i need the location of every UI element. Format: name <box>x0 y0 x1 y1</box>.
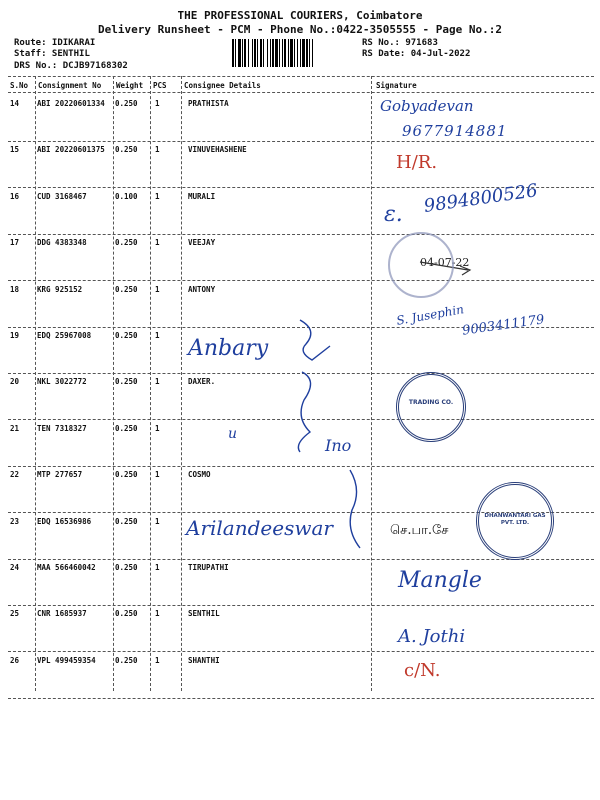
cell-weight: 0.250 <box>115 99 138 108</box>
cell-pcs: 1 <box>155 145 160 155</box>
cell-pcs: 1 <box>155 563 160 572</box>
cell-consignee: VINUVEHASHENE <box>188 145 247 155</box>
cell-consignment: NKL 3022772 <box>37 377 87 387</box>
handwritten-consignee-row-23: Arilandeeswar <box>186 516 333 540</box>
cell-sno: 21 <box>10 423 20 433</box>
document-title: THE PROFESSIONAL COURIERS, Coimbatore <box>177 9 423 22</box>
cell-consignee: SHANTHI <box>188 655 220 665</box>
handwritten-consignee-row-19: Anbary <box>188 336 269 361</box>
cell-consignment: DDG 4383348 <box>37 238 87 248</box>
cell-consignee: ANTONY <box>188 284 216 294</box>
cell-sno: 16 <box>10 191 20 201</box>
cell-consignment: ABI 20220601375 <box>37 145 105 155</box>
cell-pcs: 1 <box>155 609 160 619</box>
stamp-row-20 <box>396 372 466 442</box>
cell-weight: 0.100 <box>115 191 138 201</box>
cell-pcs: 1 <box>155 470 160 480</box>
cell-weight: 0.250 <box>115 423 138 433</box>
cell-sno: 25 <box>10 609 20 619</box>
cell-sno: 20 <box>10 377 20 387</box>
col-header-consignment: Consignment No <box>38 81 102 90</box>
cell-consignment: MAA 566460042 <box>37 563 96 572</box>
signature-row-15: H/R. <box>396 152 438 173</box>
cell-consignee: TIRUPATHI <box>188 563 229 572</box>
signature-row-14-phone: 9677914881 <box>402 122 508 140</box>
handwritten-mark-row-21: u <box>228 426 238 442</box>
cell-sno: 19 <box>10 331 20 340</box>
cell-sno: 15 <box>10 145 20 155</box>
cell-pcs: 1 <box>155 516 160 526</box>
col-header-sno: S.No <box>10 81 29 90</box>
cell-sno: 26 <box>10 655 20 665</box>
cell-consignment: ABI 20220601334 <box>37 99 105 108</box>
col-header-weight: Weight <box>116 81 144 90</box>
cell-weight: 0.250 <box>115 238 138 248</box>
cell-consignee: MURALI <box>188 191 216 201</box>
bracket-stroke <box>300 320 330 360</box>
stamp-row-23-text: DHANWANTARI GAS PVT. LTD. <box>484 513 546 526</box>
rs-number: RS No.: 971683 <box>362 38 438 48</box>
cell-weight: 0.250 <box>115 516 138 526</box>
cell-consignment: CUD 3168467 <box>37 191 87 201</box>
cell-consignee: COSMO <box>188 470 211 480</box>
cell-weight: 0.250 <box>115 284 138 294</box>
date-row-17: 04-07-22 <box>420 256 470 269</box>
cell-sno: 18 <box>10 284 20 294</box>
signature-row-18-phone: 9003411179 <box>461 312 546 339</box>
cell-consignment: TEN 7318327 <box>37 423 87 433</box>
cell-consignment: EDQ 25967008 <box>37 331 92 340</box>
bracket-stroke <box>350 470 360 548</box>
cell-sno: 14 <box>10 99 20 108</box>
stamp-row-23 <box>476 482 554 560</box>
cell-pcs: 1 <box>155 191 160 201</box>
cell-consignment: VPL 499459354 <box>37 655 96 665</box>
cell-weight: 0.250 <box>115 331 138 340</box>
cell-weight: 0.250 <box>115 563 138 572</box>
stamp-row-17 <box>388 232 454 298</box>
signature-row-16-phone: 9894800526 <box>422 180 539 217</box>
cell-pcs: 1 <box>155 284 160 294</box>
cell-sno: 22 <box>10 470 20 480</box>
cell-weight: 0.250 <box>115 470 138 480</box>
signature-row-14: Gobyadevan <box>380 97 474 115</box>
route-label: Route: IDIKARAI <box>14 38 96 48</box>
cell-sno: 24 <box>10 563 20 572</box>
cell-pcs: 1 <box>155 377 160 387</box>
stamp-row-20-text: TRADING CO. <box>408 399 454 406</box>
handwritten-text-row-21: Ino <box>325 436 352 455</box>
cell-consignee: SENTHIL <box>188 609 220 619</box>
cell-consignment: EDQ 16536986 <box>37 516 92 526</box>
cell-pcs: 1 <box>155 331 160 340</box>
cell-consignment: KRG 925152 <box>37 284 83 294</box>
cell-weight: 0.250 <box>115 609 138 619</box>
cell-pcs: 1 <box>155 99 160 108</box>
signature-row-23: செ.பா.சே <box>390 523 449 538</box>
cell-pcs: 1 <box>155 423 160 433</box>
rs-date: RS Date: 04-Jul-2022 <box>362 49 471 59</box>
staff-label: Staff: SENTHIL <box>14 49 90 59</box>
col-header-signature: Signature <box>376 81 417 90</box>
cell-weight: 0.250 <box>115 655 138 665</box>
cell-consignee: PRATHISTA <box>188 99 229 108</box>
cell-pcs: 1 <box>155 655 160 665</box>
cell-weight: 0.250 <box>115 145 138 155</box>
signature-row-26: c/N. <box>404 660 441 681</box>
signature-row-25: A. Jothi <box>398 626 466 647</box>
drs-number: DRS No.: DCJB97168302 <box>14 61 128 71</box>
bracket-stroke <box>298 372 310 452</box>
cell-consignment: MTP 277657 <box>37 470 83 480</box>
col-header-pcs: PCS <box>153 81 167 90</box>
signature-row-24: Mangle <box>398 568 482 593</box>
col-header-consignee: Consignee Details <box>184 81 261 90</box>
signature-row-16-initial: ɛ. <box>384 202 403 227</box>
cell-pcs: 1 <box>155 238 160 248</box>
cell-consignment: CNR 1685937 <box>37 609 87 619</box>
signature-row-18: S. Jusephin <box>395 302 465 328</box>
cell-sno: 23 <box>10 516 20 526</box>
document-subtitle: Delivery Runsheet - PCM - Phone No.:0422-3505555 - Page No.:2 <box>98 23 502 36</box>
cell-consignee: VEEJAY <box>188 238 216 248</box>
cell-consignee: DAXER. <box>188 377 216 387</box>
cell-weight: 0.250 <box>115 377 138 387</box>
cell-sno: 17 <box>10 238 20 248</box>
